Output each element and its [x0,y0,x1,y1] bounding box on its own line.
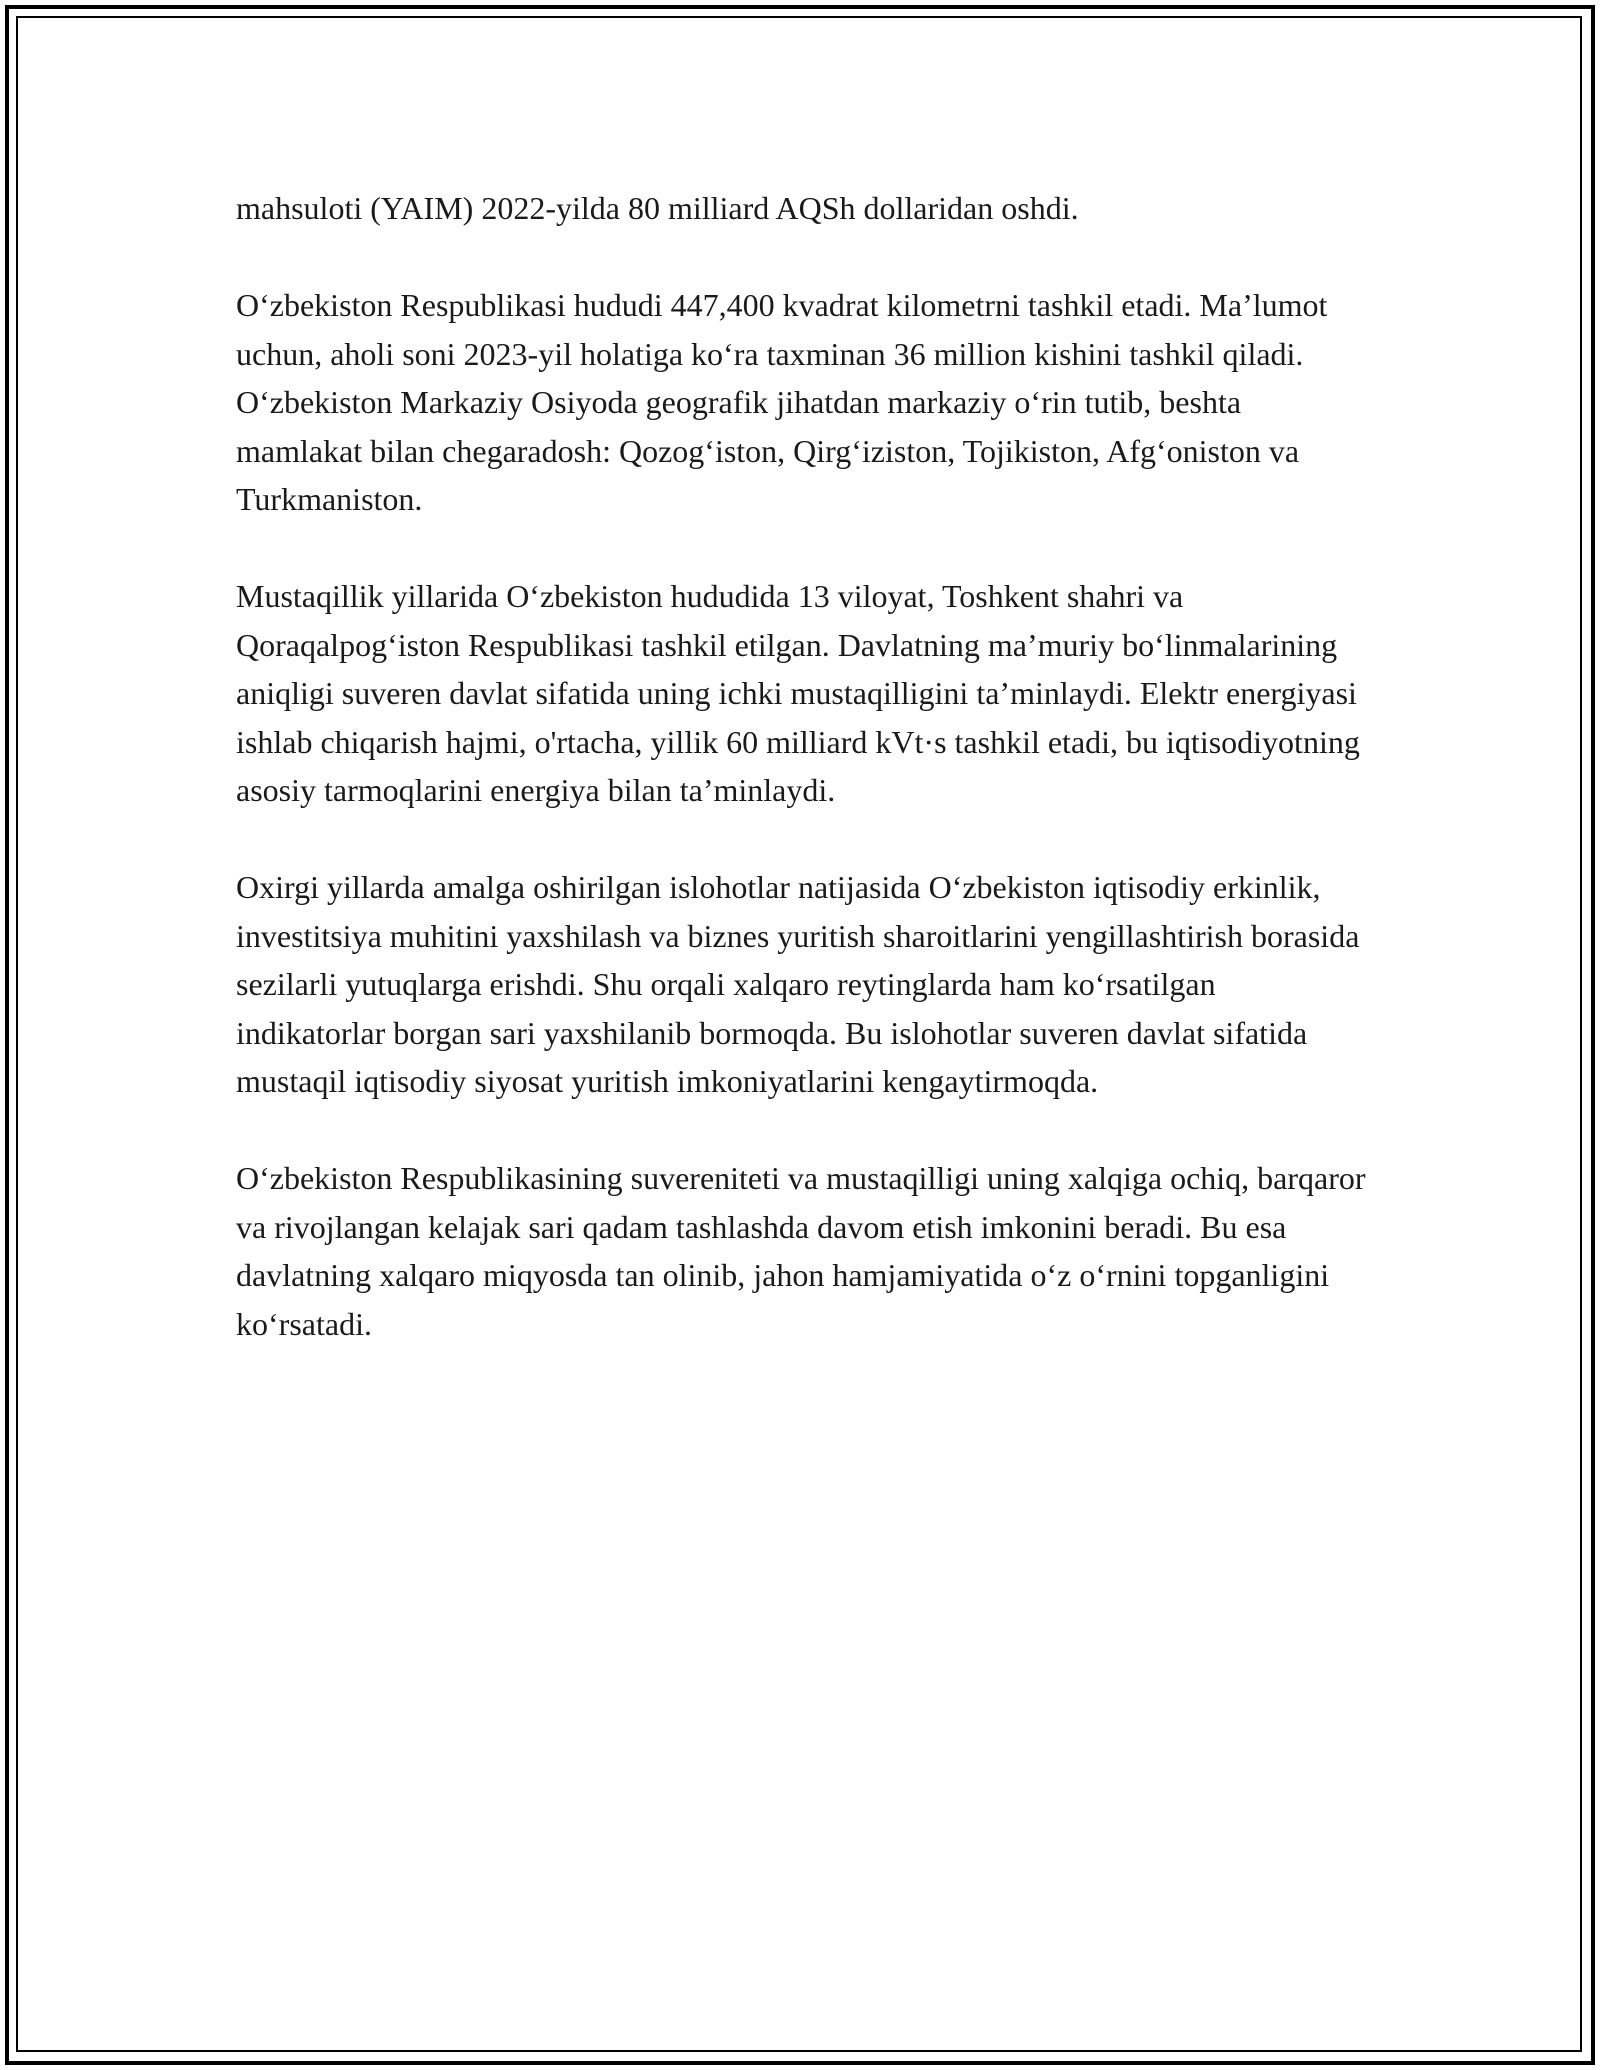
paragraph-administrative: Mustaqillik yillarida O‘zbekiston hududida 13 viloyat, Toshkent shahri va Qoraqalpog‘iston Respublikasi tashkil etilgan. Davlatning ma’muriy bo‘linmalarining aniqligi suveren davlat sifatida uning ichki mustaqilligini ta’minlaydi. Elektr energiyasi ishlab chiqarish hajmi, o'rtacha, yillik 60 milliard kVt·s tashkil etadi, bu iqtisodiyotning asosiy tarmoqlarini energiya bilan ta’minlaydi. [236,578,1360,808]
paragraph-reforms: Oxirgi yillarda amalga oshirilgan islohotlar natijasida O‘zbekiston iqtisodiy erkinlik, investitsiya muhitini yaxshilash va biznes yuritish sharoitlarini yengillashtirish borasida sezilarli yutuqlarga erishdi. Shu orqali xalqaro reytinglarda ham ko‘rsatilgan indikatorlar borgan sari yaxshilanib bormoqda. Bu islohotlar suveren davlat sifatida mustaqil iqtisodiy siyosat yuritish imkoniyatlarini kengaytirmoqda. [236,869,1360,1099]
paragraph-sovereignty: O‘zbekiston Respublikasining suvereniteti va mustaqilligi uning xalqiga ochiq, barqaror va rivojlangan kelajak sari qadam tashlashda davom etish imkonini beradi. Bu esa davlatning xalqaro miqyosda tan olinib, jahon hamjamiyatida o‘z o‘rnini topganligini ko‘rsatadi. [236,1160,1366,1342]
document-body [236,184,1366,1348]
paragraph-territory: O‘zbekiston Respublikasi hududi 447,400 kvadrat kilometrni tashkil etadi. Ma’lumot uchun, aholi soni 2023-yil holatiga ko‘ra taxminan 36 million kishini tashkil qiladi. O‘zbekiston Markaziy Osiyoda geografik jihatdan markaziy o‘rin tutib, beshta mamlakat bilan chegaradosh: Qozog‘iston, Qirg‘iziston, Tojikiston, Afg‘oniston va Turkmaniston. [236,287,1328,517]
paragraph-gdp: mahsuloti (YAIM) 2022-yilda 80 milliard AQSh dollaridan oshdi. [236,190,1079,226]
